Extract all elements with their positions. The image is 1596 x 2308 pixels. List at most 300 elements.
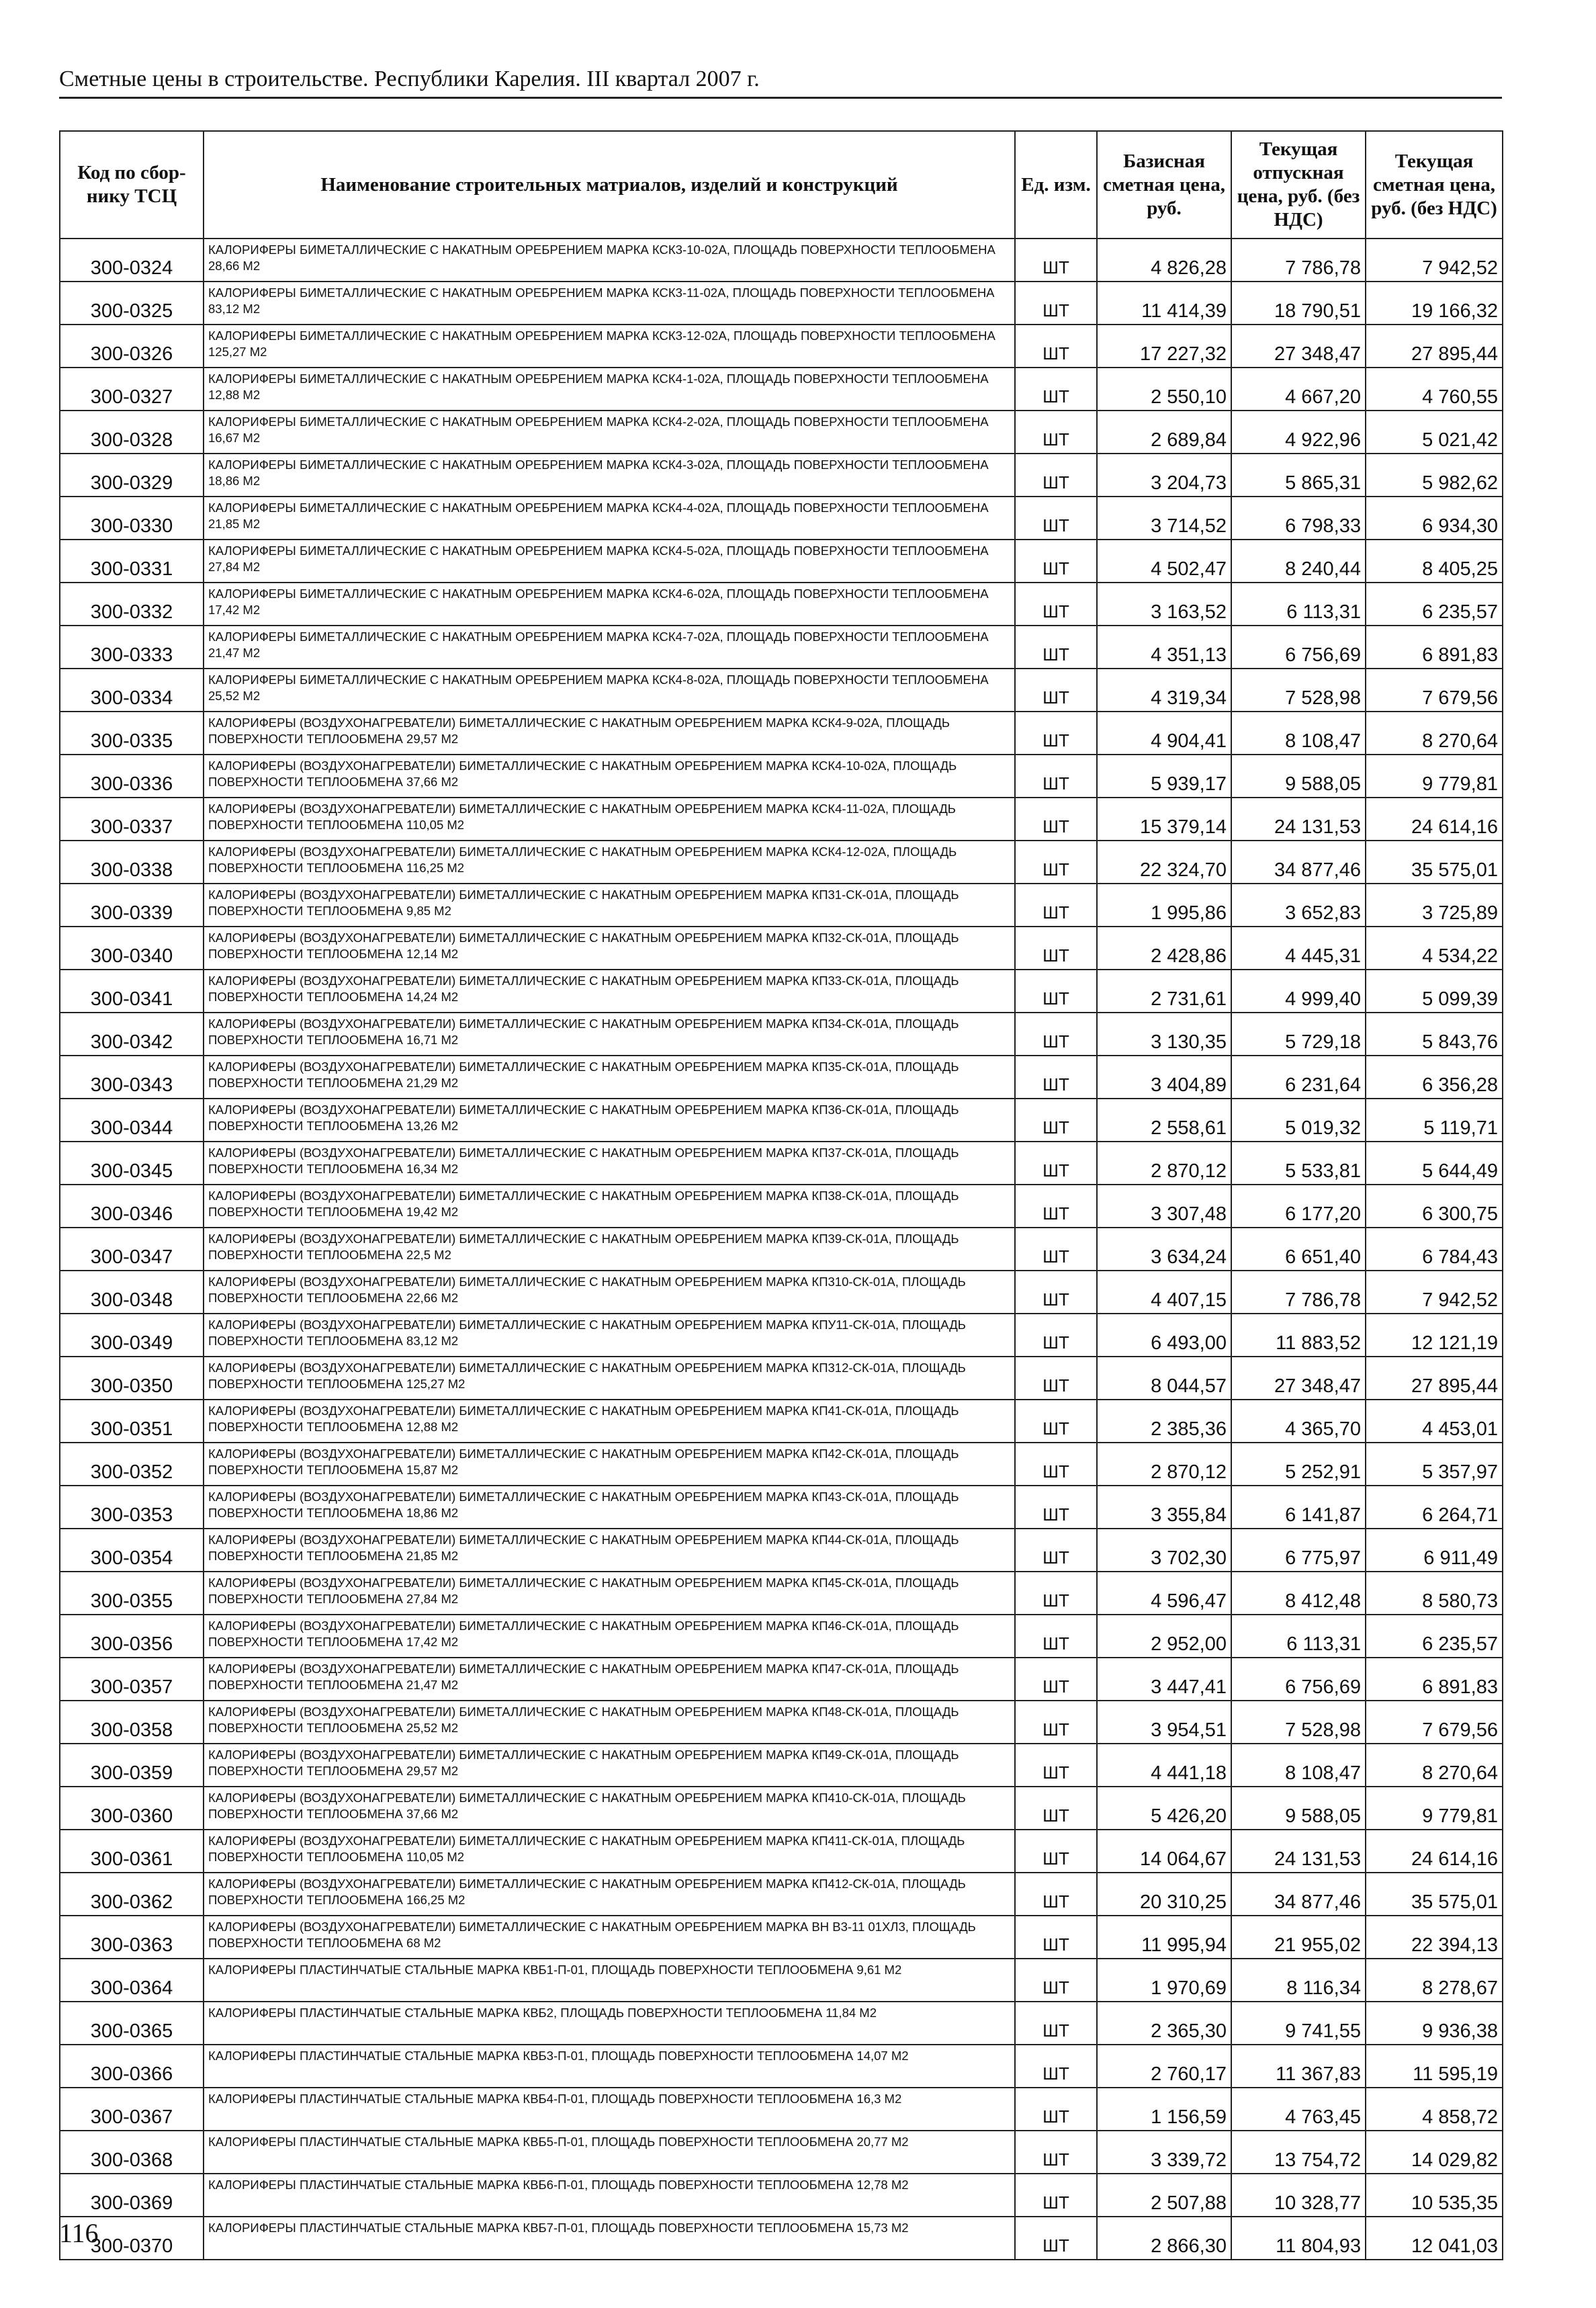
table-row	[60, 2002, 1503, 2045]
estimate-price-cell: 5 099,39	[1366, 970, 1503, 1013]
table-row	[60, 1271, 1503, 1314]
release-price-cell: 9 588,05	[1231, 1787, 1366, 1830]
estimate-price-cell: 9 936,38	[1366, 2002, 1503, 2045]
base-price-cell: 2 385,36	[1097, 1400, 1231, 1443]
estimate-price-cell: 6 235,57	[1366, 583, 1503, 626]
base-price-cell: 4 904,41	[1097, 712, 1231, 755]
table-row	[60, 1572, 1503, 1615]
unit-cell: ШТ	[1015, 2002, 1097, 2045]
release-price-cell: 8 108,47	[1231, 712, 1366, 755]
estimate-price-cell: 4 453,01	[1366, 1400, 1503, 1443]
base-price-cell: 17 227,32	[1097, 325, 1231, 368]
item-name-cell: КАЛОРИФЕРЫ БИМЕТАЛЛИЧЕСКИЕ С НАКАТНЫМ ОРЕБРЕНИЕМ МАРКА КСК4-6-02А, ПЛОЩАДЬ ПОВЕРХНОСТИ ТЕПЛООБМЕНА 17,42 М2	[204, 583, 1015, 626]
release-price-cell: 11 367,83	[1231, 2045, 1366, 2088]
item-name-cell: КАЛОРИФЕРЫ (ВОЗДУХОНАГРЕВАТЕЛИ) БИМЕТАЛЛИЧЕСКИЕ С НАКАТНЫМ ОРЕБРЕНИЕМ МАРКА ВН В3-11 01ХЛ3, ПЛОЩАДЬ ПОВЕРХНОСТИ ТЕПЛООБМЕНА 68 М2	[204, 1916, 1015, 1959]
item-name-cell: КАЛОРИФЕРЫ (ВОЗДУХОНАГРЕВАТЕЛИ) БИМЕТАЛЛИЧЕСКИЕ С НАКАТНЫМ ОРЕБРЕНИЕМ МАРКА КСК4-12-02А, ПЛОЩАДЬ ПОВЕРХНОСТИ ТЕПЛООБМЕНА 116,25 М2	[204, 841, 1015, 884]
base-price-cell: 1 995,86	[1097, 884, 1231, 927]
table-row	[60, 1916, 1503, 1959]
unit-cell: ШТ	[1015, 1185, 1097, 1228]
estimate-price-cell: 14 029,82	[1366, 2131, 1503, 2174]
estimate-price-cell: 6 784,43	[1366, 1228, 1503, 1271]
table-row	[60, 1615, 1503, 1658]
table-row	[60, 669, 1503, 712]
unit-cell: ШТ	[1015, 2217, 1097, 2260]
unit-cell: ШТ	[1015, 1142, 1097, 1185]
item-name-cell: КАЛОРИФЕРЫ (ВОЗДУХОНАГРЕВАТЕЛИ) БИМЕТАЛЛИЧЕСКИЕ С НАКАТНЫМ ОРЕБРЕНИЕМ МАРКА КП32-СК-01А, ПЛОЩАДЬ ПОВЕРХНОСТИ ТЕПЛООБМЕНА 12,14 М2	[204, 927, 1015, 970]
release-price-cell: 3 652,83	[1231, 884, 1366, 927]
item-name-cell: КАЛОРИФЕРЫ (ВОЗДУХОНАГРЕВАТЕЛИ) БИМЕТАЛЛИЧЕСКИЕ С НАКАТНЫМ ОРЕБРЕНИЕМ МАРКА КСК4-9-02А, ПЛОЩАДЬ ПОВЕРХНОСТИ ТЕПЛООБМЕНА 29,57 М2	[204, 712, 1015, 755]
item-name-cell: КАЛОРИФЕРЫ ПЛАСТИНЧАТЫЕ СТАЛЬНЫЕ МАРКА КВБ4-П-01, ПЛОЩАДЬ ПОВЕРХНОСТИ ТЕПЛООБМЕНА 16,3 М2	[204, 2088, 1015, 2131]
table-row	[60, 1228, 1503, 1271]
base-price-cell: 2 870,12	[1097, 1443, 1231, 1486]
estimate-price-cell: 6 235,57	[1366, 1615, 1503, 1658]
base-price-cell: 5 939,17	[1097, 755, 1231, 798]
base-price-cell: 2 558,61	[1097, 1099, 1231, 1142]
release-price-cell: 4 445,31	[1231, 927, 1366, 970]
item-name-cell: КАЛОРИФЕРЫ ПЛАСТИНЧАТЫЕ СТАЛЬНЫЕ МАРКА КВБ2, ПЛОЩАДЬ ПОВЕРХНОСТИ ТЕПЛООБМЕНА 11,84 М2	[204, 2002, 1015, 2045]
table-body	[60, 239, 1503, 2260]
item-code-cell: 300-0369	[60, 2174, 204, 2217]
item-code-cell: 300-0349	[60, 1314, 204, 1357]
release-price-cell: 5 019,32	[1231, 1099, 1366, 1142]
item-code-cell: 300-0350	[60, 1357, 204, 1400]
column-header-base-price: Базисная сметная цена, руб.	[1097, 131, 1231, 239]
base-price-cell: 2 731,61	[1097, 970, 1231, 1013]
item-code-cell: 300-0325	[60, 282, 204, 325]
base-price-cell: 4 319,34	[1097, 669, 1231, 712]
estimate-price-cell: 4 760,55	[1366, 368, 1503, 411]
item-name-cell: КАЛОРИФЕРЫ БИМЕТАЛЛИЧЕСКИЕ С НАКАТНЫМ ОРЕБРЕНИЕМ МАРКА КСК3-12-02А, ПЛОЩАДЬ ПОВЕРХНОСТИ ТЕПЛООБМЕНА 125,27 М2	[204, 325, 1015, 368]
release-price-cell: 27 348,47	[1231, 325, 1366, 368]
item-code-cell: 300-0335	[60, 712, 204, 755]
unit-cell: ШТ	[1015, 1013, 1097, 1056]
price-table	[59, 130, 1503, 2260]
unit-cell: ШТ	[1015, 368, 1097, 411]
estimate-price-cell: 6 934,30	[1366, 497, 1503, 540]
unit-cell: ШТ	[1015, 540, 1097, 583]
item-name-cell: КАЛОРИФЕРЫ БИМЕТАЛЛИЧЕСКИЕ С НАКАТНЫМ ОРЕБРЕНИЕМ МАРКА КСК3-11-02А, ПЛОЩАДЬ ПОВЕРХНОСТИ ТЕПЛООБМЕНА 83,12 М2	[204, 282, 1015, 325]
item-name-cell: КАЛОРИФЕРЫ (ВОЗДУХОНАГРЕВАТЕЛИ) БИМЕТАЛЛИЧЕСКИЕ С НАКАТНЫМ ОРЕБРЕНИЕМ МАРКА КП410-СК-01А, ПЛОЩАДЬ ПОВЕРХНОСТИ ТЕПЛООБМЕНА 37,66 М2	[204, 1787, 1015, 1830]
column-header-current-estimate-price: Текущая сметная цена, руб. (без НДС)	[1366, 131, 1503, 239]
table-row	[60, 368, 1503, 411]
release-price-cell: 7 528,98	[1231, 669, 1366, 712]
release-price-cell: 24 131,53	[1231, 798, 1366, 841]
unit-cell: ШТ	[1015, 2045, 1097, 2088]
unit-cell: ШТ	[1015, 970, 1097, 1013]
table-row	[60, 1314, 1503, 1357]
table-row	[60, 2131, 1503, 2174]
item-code-cell: 300-0345	[60, 1142, 204, 1185]
unit-cell: ШТ	[1015, 1830, 1097, 1873]
base-price-cell: 2 365,30	[1097, 2002, 1231, 2045]
item-name-cell: КАЛОРИФЕРЫ (ВОЗДУХОНАГРЕВАТЕЛИ) БИМЕТАЛЛИЧЕСКИЕ С НАКАТНЫМ ОРЕБРЕНИЕМ МАРКА КП48-СК-01А, ПЛОЩАДЬ ПОВЕРХНОСТИ ТЕПЛООБМЕНА 25,52 М2	[204, 1701, 1015, 1744]
base-price-cell: 2 870,12	[1097, 1142, 1231, 1185]
estimate-price-cell: 10 535,35	[1366, 2174, 1503, 2217]
unit-cell: ШТ	[1015, 1572, 1097, 1615]
estimate-price-cell: 22 394,13	[1366, 1916, 1503, 1959]
unit-cell: ШТ	[1015, 755, 1097, 798]
unit-cell: ШТ	[1015, 841, 1097, 884]
unit-cell: ШТ	[1015, 712, 1097, 755]
estimate-price-cell: 6 356,28	[1366, 1056, 1503, 1099]
table-row	[60, 1658, 1503, 1701]
item-name-cell: КАЛОРИФЕРЫ (ВОЗДУХОНАГРЕВАТЕЛИ) БИМЕТАЛЛИЧЕСКИЕ С НАКАТНЫМ ОРЕБРЕНИЕМ МАРКА КП43-СК-01А, ПЛОЩАДЬ ПОВЕРХНОСТИ ТЕПЛООБМЕНА 18,86 М2	[204, 1486, 1015, 1529]
table-row	[60, 970, 1503, 1013]
base-price-cell: 20 310,25	[1097, 1873, 1231, 1916]
item-code-cell: 300-0329	[60, 454, 204, 497]
item-name-cell: КАЛОРИФЕРЫ (ВОЗДУХОНАГРЕВАТЕЛИ) БИМЕТАЛЛИЧЕСКИЕ С НАКАТНЫМ ОРЕБРЕНИЕМ МАРКА КП42-СК-01А, ПЛОЩАДЬ ПОВЕРХНОСТИ ТЕПЛООБМЕНА 15,87 М2	[204, 1443, 1015, 1486]
base-price-cell: 3 714,52	[1097, 497, 1231, 540]
release-price-cell: 6 756,69	[1231, 1658, 1366, 1701]
item-code-cell: 300-0333	[60, 626, 204, 669]
item-name-cell: КАЛОРИФЕРЫ (ВОЗДУХОНАГРЕВАТЕЛИ) БИМЕТАЛЛИЧЕСКИЕ С НАКАТНЫМ ОРЕБРЕНИЕМ МАРКА КП47-СК-01А, ПЛОЩАДЬ ПОВЕРХНОСТИ ТЕПЛООБМЕНА 21,47 М2	[204, 1658, 1015, 1701]
unit-cell: ШТ	[1015, 1873, 1097, 1916]
release-price-cell: 34 877,46	[1231, 1873, 1366, 1916]
unit-cell: ШТ	[1015, 1658, 1097, 1701]
estimate-price-cell: 7 679,56	[1366, 669, 1503, 712]
base-price-cell: 5 426,20	[1097, 1787, 1231, 1830]
base-price-cell: 3 404,89	[1097, 1056, 1231, 1099]
base-price-cell: 1 970,69	[1097, 1959, 1231, 2002]
base-price-cell: 3 130,35	[1097, 1013, 1231, 1056]
unit-cell: ШТ	[1015, 1400, 1097, 1443]
release-price-cell: 5 533,81	[1231, 1142, 1366, 1185]
item-code-cell: 300-0334	[60, 669, 204, 712]
base-price-cell: 2 760,17	[1097, 2045, 1231, 2088]
item-name-cell: КАЛОРИФЕРЫ (ВОЗДУХОНАГРЕВАТЕЛИ) БИМЕТАЛЛИЧЕСКИЕ С НАКАТНЫМ ОРЕБРЕНИЕМ МАРКА КСК4-11-02А, ПЛОЩАДЬ ПОВЕРХНОСТИ ТЕПЛООБМЕНА 110,05 М2	[204, 798, 1015, 841]
item-code-cell: 300-0351	[60, 1400, 204, 1443]
unit-cell: ШТ	[1015, 1701, 1097, 1744]
item-code-cell: 300-0359	[60, 1744, 204, 1787]
item-name-cell: КАЛОРИФЕРЫ (ВОЗДУХОНАГРЕВАТЕЛИ) БИМЕТАЛЛИЧЕСКИЕ С НАКАТНЫМ ОРЕБРЕНИЕМ МАРКА КП49-СК-01А, ПЛОЩАДЬ ПОВЕРХНОСТИ ТЕПЛООБМЕНА 29,57 М2	[204, 1744, 1015, 1787]
base-price-cell: 4 407,15	[1097, 1271, 1231, 1314]
item-code-cell: 300-0338	[60, 841, 204, 884]
item-name-cell: КАЛОРИФЕРЫ (ВОЗДУХОНАГРЕВАТЕЛИ) БИМЕТАЛЛИЧЕСКИЕ С НАКАТНЫМ ОРЕБРЕНИЕМ МАРКА КП34-СК-01А, ПЛОЩАДЬ ПОВЕРХНОСТИ ТЕПЛООБМЕНА 16,71 М2	[204, 1013, 1015, 1056]
item-code-cell: 300-0348	[60, 1271, 204, 1314]
unit-cell: ШТ	[1015, 454, 1097, 497]
item-code-cell: 300-0324	[60, 239, 204, 282]
release-price-cell: 8 108,47	[1231, 1744, 1366, 1787]
item-code-cell: 300-0336	[60, 755, 204, 798]
estimate-price-cell: 7 679,56	[1366, 1701, 1503, 1744]
release-price-cell: 8 116,34	[1231, 1959, 1366, 2002]
item-name-cell: КАЛОРИФЕРЫ БИМЕТАЛЛИЧЕСКИЕ С НАКАТНЫМ ОРЕБРЕНИЕМ МАРКА КСК4-3-02А, ПЛОЩАДЬ ПОВЕРХНОСТИ ТЕПЛООБМЕНА 18,86 М2	[204, 454, 1015, 497]
item-name-cell: КАЛОРИФЕРЫ БИМЕТАЛЛИЧЕСКИЕ С НАКАТНЫМ ОРЕБРЕНИЕМ МАРКА КСК4-7-02А, ПЛОЩАДЬ ПОВЕРХНОСТИ ТЕПЛООБМЕНА 21,47 М2	[204, 626, 1015, 669]
estimate-price-cell: 19 166,32	[1366, 282, 1503, 325]
item-name-cell: КАЛОРИФЕРЫ (ВОЗДУХОНАГРЕВАТЕЛИ) БИМЕТАЛЛИЧЕСКИЕ С НАКАТНЫМ ОРЕБРЕНИЕМ МАРКА КП46-СК-01А, ПЛОЩАДЬ ПОВЕРХНОСТИ ТЕПЛООБМЕНА 17,42 М2	[204, 1615, 1015, 1658]
release-price-cell: 4 999,40	[1231, 970, 1366, 1013]
table-row	[60, 884, 1503, 927]
unit-cell: ШТ	[1015, 1744, 1097, 1787]
unit-cell: ШТ	[1015, 411, 1097, 454]
table-row	[60, 1529, 1503, 1572]
unit-cell: ШТ	[1015, 2088, 1097, 2131]
table-row	[60, 1443, 1503, 1486]
estimate-price-cell: 7 942,52	[1366, 239, 1503, 282]
base-price-cell: 2 507,88	[1097, 2174, 1231, 2217]
estimate-price-cell: 11 595,19	[1366, 2045, 1503, 2088]
unit-cell: ШТ	[1015, 1056, 1097, 1099]
estimate-price-cell: 5 982,62	[1366, 454, 1503, 497]
item-code-cell: 300-0364	[60, 1959, 204, 2002]
item-code-cell: 300-0356	[60, 1615, 204, 1658]
table-row	[60, 1744, 1503, 1787]
item-name-cell: КАЛОРИФЕРЫ (ВОЗДУХОНАГРЕВАТЕЛИ) БИМЕТАЛЛИЧЕСКИЕ С НАКАТНЫМ ОРЕБРЕНИЕМ МАРКА КП33-СК-01А, ПЛОЩАДЬ ПОВЕРХНОСТИ ТЕПЛООБМЕНА 14,24 М2	[204, 970, 1015, 1013]
table-row	[60, 2217, 1503, 2260]
base-price-cell: 3 163,52	[1097, 583, 1231, 626]
item-code-cell: 300-0370	[60, 2217, 204, 2260]
item-code-cell: 300-0340	[60, 927, 204, 970]
item-name-cell: КАЛОРИФЕРЫ ПЛАСТИНЧАТЫЕ СТАЛЬНЫЕ МАРКА КВБ6-П-01, ПЛОЩАДЬ ПОВЕРХНОСТИ ТЕПЛООБМЕНА 12,78 М2	[204, 2174, 1015, 2217]
unit-cell: ШТ	[1015, 1787, 1097, 1830]
estimate-price-cell: 27 895,44	[1366, 1357, 1503, 1400]
unit-cell: ШТ	[1015, 669, 1097, 712]
unit-cell: ШТ	[1015, 1314, 1097, 1357]
table-row	[60, 712, 1503, 755]
release-price-cell: 21 955,02	[1231, 1916, 1366, 1959]
item-code-cell: 300-0363	[60, 1916, 204, 1959]
column-header-code: Код по сбор- нику ТСЦ	[60, 131, 204, 239]
unit-cell: ШТ	[1015, 2174, 1097, 2217]
estimate-price-cell: 24 614,16	[1366, 1830, 1503, 1873]
base-price-cell: 2 866,30	[1097, 2217, 1231, 2260]
item-code-cell: 300-0346	[60, 1185, 204, 1228]
table-row	[60, 454, 1503, 497]
base-price-cell: 2 689,84	[1097, 411, 1231, 454]
table-row	[60, 1787, 1503, 1830]
base-price-cell: 2 952,00	[1097, 1615, 1231, 1658]
estimate-price-cell: 35 575,01	[1366, 1873, 1503, 1916]
unit-cell: ШТ	[1015, 1529, 1097, 1572]
estimate-price-cell: 5 357,97	[1366, 1443, 1503, 1486]
estimate-price-cell: 4 534,22	[1366, 927, 1503, 970]
estimate-price-cell: 9 779,81	[1366, 755, 1503, 798]
table-row	[60, 798, 1503, 841]
table-row	[60, 1400, 1503, 1443]
release-price-cell: 4 763,45	[1231, 2088, 1366, 2131]
unit-cell: ШТ	[1015, 884, 1097, 927]
item-name-cell: КАЛОРИФЕРЫ (ВОЗДУХОНАГРЕВАТЕЛИ) БИМЕТАЛЛИЧЕСКИЕ С НАКАТНЫМ ОРЕБРЕНИЕМ МАРКА КП41-СК-01А, ПЛОЩАДЬ ПОВЕРХНОСТИ ТЕПЛООБМЕНА 12,88 М2	[204, 1400, 1015, 1443]
item-code-cell: 300-0353	[60, 1486, 204, 1529]
release-price-cell: 6 756,69	[1231, 626, 1366, 669]
table-row	[60, 1959, 1503, 2002]
estimate-price-cell: 7 942,52	[1366, 1271, 1503, 1314]
item-code-cell: 300-0362	[60, 1873, 204, 1916]
column-header-name: Наименование строительных матриалов, изделий и конструкций	[204, 131, 1015, 239]
item-name-cell: КАЛОРИФЕРЫ (ВОЗДУХОНАГРЕВАТЕЛИ) БИМЕТАЛЛИЧЕСКИЕ С НАКАТНЫМ ОРЕБРЕНИЕМ МАРКА КП36-СК-01А, ПЛОЩАДЬ ПОВЕРХНОСТИ ТЕПЛООБМЕНА 13,26 М2	[204, 1099, 1015, 1142]
unit-cell: ШТ	[1015, 798, 1097, 841]
item-name-cell: КАЛОРИФЕРЫ (ВОЗДУХОНАГРЕВАТЕЛИ) БИМЕТАЛЛИЧЕСКИЕ С НАКАТНЫМ ОРЕБРЕНИЕМ МАРКА КП44-СК-01А, ПЛОЩАДЬ ПОВЕРХНОСТИ ТЕПЛООБМЕНА 21,85 М2	[204, 1529, 1015, 1572]
unit-cell: ШТ	[1015, 1959, 1097, 2002]
estimate-price-cell: 5 119,71	[1366, 1099, 1503, 1142]
item-code-cell: 300-0352	[60, 1443, 204, 1486]
item-code-cell: 300-0332	[60, 583, 204, 626]
release-price-cell: 18 790,51	[1231, 282, 1366, 325]
base-price-cell: 3 307,48	[1097, 1185, 1231, 1228]
release-price-cell: 5 252,91	[1231, 1443, 1366, 1486]
base-price-cell: 4 826,28	[1097, 239, 1231, 282]
unit-cell: ШТ	[1015, 239, 1097, 282]
table-row	[60, 1099, 1503, 1142]
release-price-cell: 6 775,97	[1231, 1529, 1366, 1572]
item-code-cell: 300-0339	[60, 884, 204, 927]
base-price-cell: 4 441,18	[1097, 1744, 1231, 1787]
table-row	[60, 1486, 1503, 1529]
item-code-cell: 300-0330	[60, 497, 204, 540]
item-code-cell: 300-0360	[60, 1787, 204, 1830]
release-price-cell: 6 141,87	[1231, 1486, 1366, 1529]
release-price-cell: 5 865,31	[1231, 454, 1366, 497]
item-name-cell: КАЛОРИФЕРЫ (ВОЗДУХОНАГРЕВАТЕЛИ) БИМЕТАЛЛИЧЕСКИЕ С НАКАТНЫМ ОРЕБРЕНИЕМ МАРКА КП411-СК-01А, ПЛОЩАДЬ ПОВЕРХНОСТИ ТЕПЛООБМЕНА 110,05 М2	[204, 1830, 1015, 1873]
item-name-cell: КАЛОРИФЕРЫ (ВОЗДУХОНАГРЕВАТЕЛИ) БИМЕТАЛЛИЧЕСКИЕ С НАКАТНЫМ ОРЕБРЕНИЕМ МАРКА КП37-СК-01А, ПЛОЩАДЬ ПОВЕРХНОСТИ ТЕПЛООБМЕНА 16,34 М2	[204, 1142, 1015, 1185]
item-name-cell: КАЛОРИФЕРЫ БИМЕТАЛЛИЧЕСКИЕ С НАКАТНЫМ ОРЕБРЕНИЕМ МАРКА КСК4-4-02А, ПЛОЩАДЬ ПОВЕРХНОСТИ ТЕПЛООБМЕНА 21,85 М2	[204, 497, 1015, 540]
item-code-cell: 300-0368	[60, 2131, 204, 2174]
estimate-price-cell: 35 575,01	[1366, 841, 1503, 884]
item-name-cell: КАЛОРИФЕРЫ (ВОЗДУХОНАГРЕВАТЕЛИ) БИМЕТАЛЛИЧЕСКИЕ С НАКАТНЫМ ОРЕБРЕНИЕМ МАРКА КП35-СК-01А, ПЛОЩАДЬ ПОВЕРХНОСТИ ТЕПЛООБМЕНА 21,29 М2	[204, 1056, 1015, 1099]
item-code-cell: 300-0354	[60, 1529, 204, 1572]
base-price-cell: 4 502,47	[1097, 540, 1231, 583]
estimate-price-cell: 6 911,49	[1366, 1529, 1503, 1572]
table-row	[60, 755, 1503, 798]
base-price-cell: 3 954,51	[1097, 1701, 1231, 1744]
estimate-price-cell: 8 580,73	[1366, 1572, 1503, 1615]
item-code-cell: 300-0365	[60, 2002, 204, 2045]
item-code-cell: 300-0343	[60, 1056, 204, 1099]
table-row	[60, 1142, 1503, 1185]
table-row	[60, 1873, 1503, 1916]
table-row	[60, 497, 1503, 540]
item-code-cell: 300-0328	[60, 411, 204, 454]
item-code-cell: 300-0331	[60, 540, 204, 583]
item-code-cell: 300-0361	[60, 1830, 204, 1873]
unit-cell: ШТ	[1015, 497, 1097, 540]
base-price-cell: 3 339,72	[1097, 2131, 1231, 2174]
item-code-cell: 300-0367	[60, 2088, 204, 2131]
unit-cell: ШТ	[1015, 1486, 1097, 1529]
table-row	[60, 1830, 1503, 1873]
item-name-cell: КАЛОРИФЕРЫ ПЛАСТИНЧАТЫЕ СТАЛЬНЫЕ МАРКА КВБ5-П-01, ПЛОЩАДЬ ПОВЕРХНОСТИ ТЕПЛООБМЕНА 20,77 М2	[204, 2131, 1015, 2174]
estimate-price-cell: 9 779,81	[1366, 1787, 1503, 1830]
release-price-cell: 7 528,98	[1231, 1701, 1366, 1744]
item-name-cell: КАЛОРИФЕРЫ (ВОЗДУХОНАГРЕВАТЕЛИ) БИМЕТАЛЛИЧЕСКИЕ С НАКАТНЫМ ОРЕБРЕНИЕМ МАРКА КП38-СК-01А, ПЛОЩАДЬ ПОВЕРХНОСТИ ТЕПЛООБМЕНА 19,42 М2	[204, 1185, 1015, 1228]
estimate-price-cell: 5 021,42	[1366, 411, 1503, 454]
release-price-cell: 4 667,20	[1231, 368, 1366, 411]
item-code-cell: 300-0342	[60, 1013, 204, 1056]
base-price-cell: 2 428,86	[1097, 927, 1231, 970]
base-price-cell: 6 493,00	[1097, 1314, 1231, 1357]
release-price-cell: 13 754,72	[1231, 2131, 1366, 2174]
release-price-cell: 34 877,46	[1231, 841, 1366, 884]
base-price-cell: 1 156,59	[1097, 2088, 1231, 2131]
item-name-cell: КАЛОРИФЕРЫ (ВОЗДУХОНАГРЕВАТЕЛИ) БИМЕТАЛЛИЧЕСКИЕ С НАКАТНЫМ ОРЕБРЕНИЕМ МАРКА КП312-СК-01А, ПЛОЩАДЬ ПОВЕРХНОСТИ ТЕПЛООБМЕНА 125,27 М2	[204, 1357, 1015, 1400]
item-name-cell: КАЛОРИФЕРЫ БИМЕТАЛЛИЧЕСКИЕ С НАКАТНЫМ ОРЕБРЕНИЕМ МАРКА КСК4-8-02А, ПЛОЩАДЬ ПОВЕРХНОСТИ ТЕПЛООБМЕНА 25,52 М2	[204, 669, 1015, 712]
unit-cell: ШТ	[1015, 583, 1097, 626]
item-name-cell: КАЛОРИФЕРЫ БИМЕТАЛЛИЧЕСКИЕ С НАКАТНЫМ ОРЕБРЕНИЕМ МАРКА КСК4-1-02А, ПЛОЩАДЬ ПОВЕРХНОСТИ ТЕПЛООБМЕНА 12,88 М2	[204, 368, 1015, 411]
base-price-cell: 11 414,39	[1097, 282, 1231, 325]
release-price-cell: 6 177,20	[1231, 1185, 1366, 1228]
base-price-cell: 8 044,57	[1097, 1357, 1231, 1400]
page-number: 116	[59, 2218, 99, 2248]
unit-cell: ШТ	[1015, 1228, 1097, 1271]
estimate-price-cell: 12 041,03	[1366, 2217, 1503, 2260]
unit-cell: ШТ	[1015, 325, 1097, 368]
item-name-cell: КАЛОРИФЕРЫ (ВОЗДУХОНАГРЕВАТЕЛИ) БИМЕТАЛЛИЧЕСКИЕ С НАКАТНЫМ ОРЕБРЕНИЕМ МАРКА КП39-СК-01А, ПЛОЩАДЬ ПОВЕРХНОСТИ ТЕПЛООБМЕНА 22,5 М2	[204, 1228, 1015, 1271]
item-name-cell: КАЛОРИФЕРЫ ПЛАСТИНЧАТЫЕ СТАЛЬНЫЕ МАРКА КВБ1-П-01, ПЛОЩАДЬ ПОВЕРХНОСТИ ТЕПЛООБМЕНА 9,61 М2	[204, 1959, 1015, 2002]
item-name-cell: КАЛОРИФЕРЫ ПЛАСТИНЧАТЫЕ СТАЛЬНЫЕ МАРКА КВБ7-П-01, ПЛОЩАДЬ ПОВЕРХНОСТИ ТЕПЛООБМЕНА 15,73 М2	[204, 2217, 1015, 2260]
unit-cell: ШТ	[1015, 2131, 1097, 2174]
page-running-title: Сметные цены в строительстве. Республики Карелия. III квартал 2007 г.	[59, 65, 1502, 99]
unit-cell: ШТ	[1015, 626, 1097, 669]
table-row	[60, 1013, 1503, 1056]
unit-cell: ШТ	[1015, 282, 1097, 325]
base-price-cell: 2 550,10	[1097, 368, 1231, 411]
unit-cell: ШТ	[1015, 1357, 1097, 1400]
base-price-cell: 14 064,67	[1097, 1830, 1231, 1873]
item-name-cell: КАЛОРИФЕРЫ (ВОЗДУХОНАГРЕВАТЕЛИ) БИМЕТАЛЛИЧЕСКИЕ С НАКАТНЫМ ОРЕБРЕНИЕМ МАРКА КП45-СК-01А, ПЛОЩАДЬ ПОВЕРХНОСТИ ТЕПЛООБМЕНА 27,84 М2	[204, 1572, 1015, 1615]
item-name-cell: КАЛОРИФЕРЫ (ВОЗДУХОНАГРЕВАТЕЛИ) БИМЕТАЛЛИЧЕСКИЕ С НАКАТНЫМ ОРЕБРЕНИЕМ МАРКА КП412-СК-01А, ПЛОЩАДЬ ПОВЕРХНОСТИ ТЕПЛООБМЕНА 166,25 М2	[204, 1873, 1015, 1916]
table-header-row	[60, 131, 1503, 239]
base-price-cell: 3 204,73	[1097, 454, 1231, 497]
unit-cell: ШТ	[1015, 1271, 1097, 1314]
table-row	[60, 927, 1503, 970]
item-code-cell: 300-0327	[60, 368, 204, 411]
table-row	[60, 841, 1503, 884]
release-price-cell: 4 365,70	[1231, 1400, 1366, 1443]
base-price-cell: 4 351,13	[1097, 626, 1231, 669]
item-name-cell: КАЛОРИФЕРЫ (ВОЗДУХОНАГРЕВАТЕЛИ) БИМЕТАЛЛИЧЕСКИЕ С НАКАТНЫМ ОРЕБРЕНИЕМ МАРКА КСК4-10-02А, ПЛОЩАДЬ ПОВЕРХНОСТИ ТЕПЛООБМЕНА 37,66 М2	[204, 755, 1015, 798]
item-name-cell: КАЛОРИФЕРЫ (ВОЗДУХОНАГРЕВАТЕЛИ) БИМЕТАЛЛИЧЕСКИЕ С НАКАТНЫМ ОРЕБРЕНИЕМ МАРКА КП31-СК-01А, ПЛОЩАДЬ ПОВЕРХНОСТИ ТЕПЛООБМЕНА 9,85 М2	[204, 884, 1015, 927]
release-price-cell: 9 588,05	[1231, 755, 1366, 798]
table-row	[60, 540, 1503, 583]
item-code-cell: 300-0347	[60, 1228, 204, 1271]
item-name-cell: КАЛОРИФЕРЫ БИМЕТАЛЛИЧЕСКИЕ С НАКАТНЫМ ОРЕБРЕНИЕМ МАРКА КСК3-10-02А, ПЛОЩАДЬ ПОВЕРХНОСТИ ТЕПЛООБМЕНА 28,66 М2	[204, 239, 1015, 282]
item-name-cell: КАЛОРИФЕРЫ ПЛАСТИНЧАТЫЕ СТАЛЬНЫЕ МАРКА КВБ3-П-01, ПЛОЩАДЬ ПОВЕРХНОСТИ ТЕПЛООБМЕНА 14,07 М2	[204, 2045, 1015, 2088]
table-row	[60, 2174, 1503, 2217]
estimate-price-cell: 8 270,64	[1366, 712, 1503, 755]
base-price-cell: 3 634,24	[1097, 1228, 1231, 1271]
release-price-cell: 7 786,78	[1231, 239, 1366, 282]
item-code-cell: 300-0366	[60, 2045, 204, 2088]
unit-cell: ШТ	[1015, 1443, 1097, 1486]
table-row	[60, 1185, 1503, 1228]
item-code-cell: 300-0357	[60, 1658, 204, 1701]
item-code-cell: 300-0341	[60, 970, 204, 1013]
item-code-cell: 300-0358	[60, 1701, 204, 1744]
release-price-cell: 27 348,47	[1231, 1357, 1366, 1400]
release-price-cell: 6 798,33	[1231, 497, 1366, 540]
unit-cell: ШТ	[1015, 1615, 1097, 1658]
item-name-cell: КАЛОРИФЕРЫ БИМЕТАЛЛИЧЕСКИЕ С НАКАТНЫМ ОРЕБРЕНИЕМ МАРКА КСК4-2-02А, ПЛОЩАДЬ ПОВЕРХНОСТИ ТЕПЛООБМЕНА 16,67 М2	[204, 411, 1015, 454]
item-code-cell: 300-0355	[60, 1572, 204, 1615]
release-price-cell: 9 741,55	[1231, 2002, 1366, 2045]
base-price-cell: 3 447,41	[1097, 1658, 1231, 1701]
item-code-cell: 300-0344	[60, 1099, 204, 1142]
estimate-price-cell: 8 405,25	[1366, 540, 1503, 583]
estimate-price-cell: 3 725,89	[1366, 884, 1503, 927]
release-price-cell: 7 786,78	[1231, 1271, 1366, 1314]
table-row	[60, 1701, 1503, 1744]
item-name-cell: КАЛОРИФЕРЫ БИМЕТАЛЛИЧЕСКИЕ С НАКАТНЫМ ОРЕБРЕНИЕМ МАРКА КСК4-5-02А, ПЛОЩАДЬ ПОВЕРХНОСТИ ТЕПЛООБМЕНА 27,84 М2	[204, 540, 1015, 583]
estimate-price-cell: 5 644,49	[1366, 1142, 1503, 1185]
table-row	[60, 2045, 1503, 2088]
item-name-cell: КАЛОРИФЕРЫ (ВОЗДУХОНАГРЕВАТЕЛИ) БИМЕТАЛЛИЧЕСКИЕ С НАКАТНЫМ ОРЕБРЕНИЕМ МАРКА КПУ11-СК-01А, ПЛОЩАДЬ ПОВЕРХНОСТИ ТЕПЛООБМЕНА 83,12 М2	[204, 1314, 1015, 1357]
table-row	[60, 239, 1503, 282]
release-price-cell: 8 240,44	[1231, 540, 1366, 583]
estimate-price-cell: 6 891,83	[1366, 626, 1503, 669]
estimate-price-cell: 12 121,19	[1366, 1314, 1503, 1357]
release-price-cell: 10 328,77	[1231, 2174, 1366, 2217]
table-row	[60, 411, 1503, 454]
